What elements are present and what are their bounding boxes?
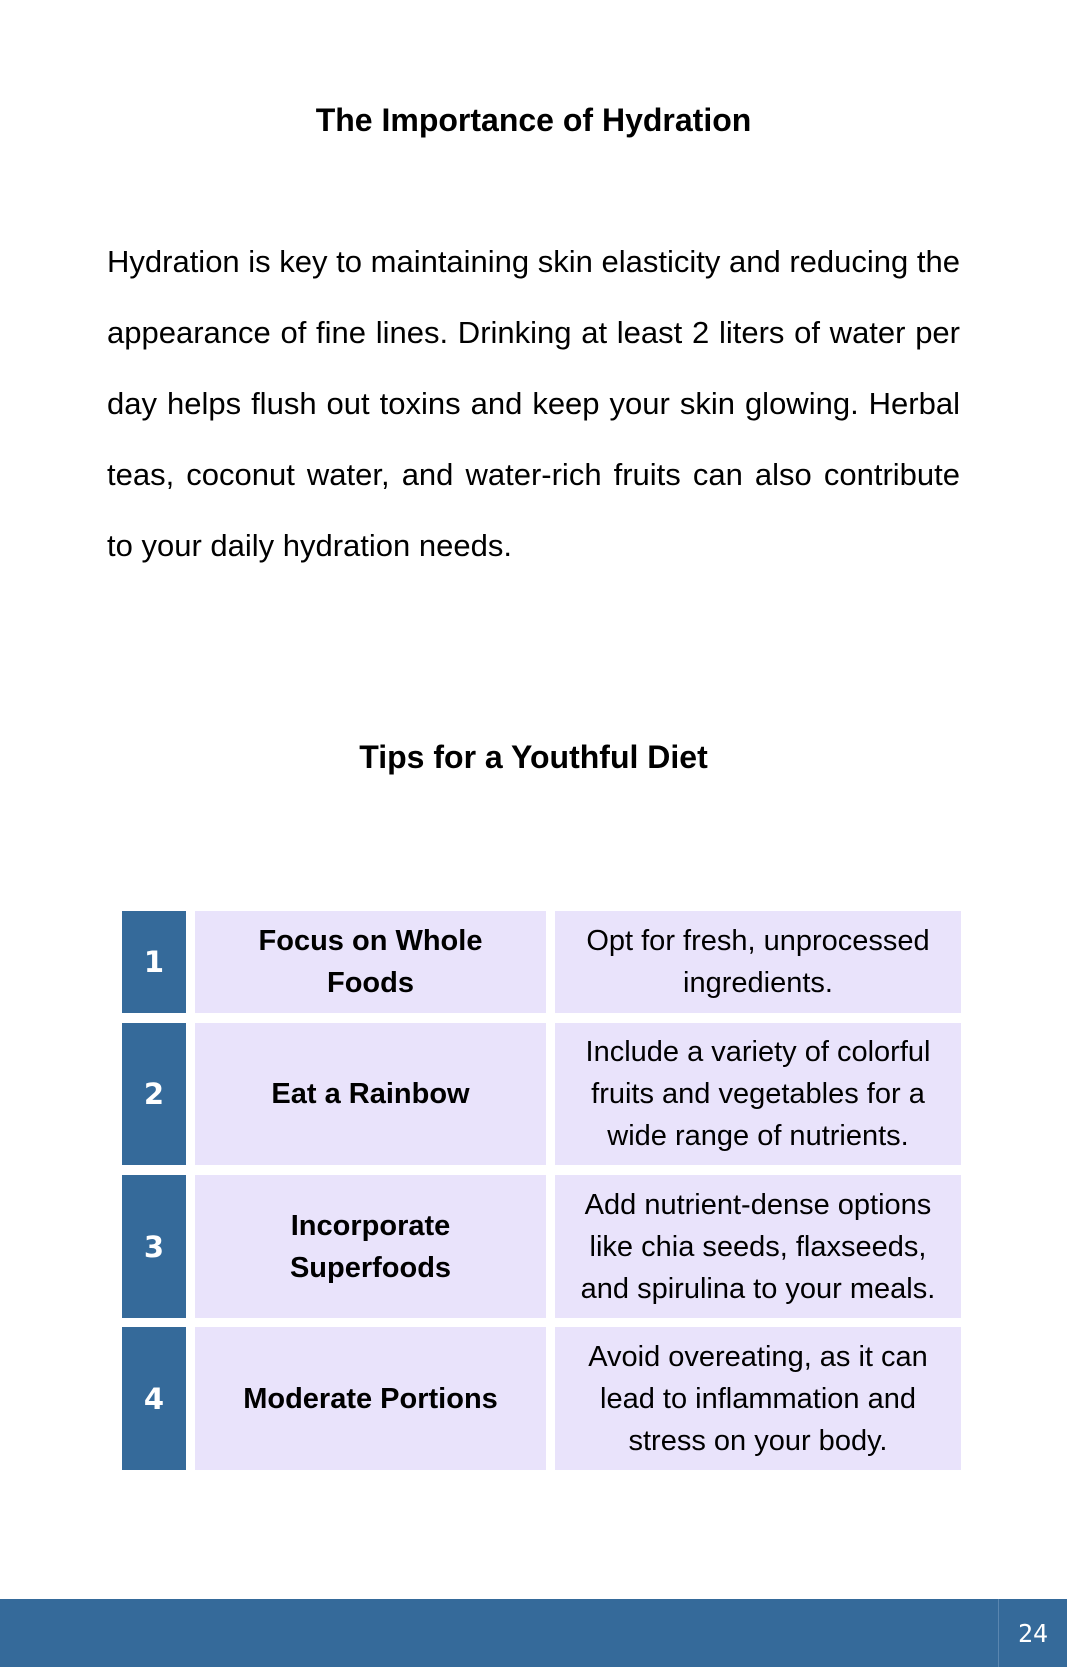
tip-title: Moderate Portions	[195, 1327, 546, 1470]
tip-number: 4	[122, 1327, 186, 1470]
hydration-paragraph: Hydration is key to maintaining skin elasticity and reducing the appearance of fine lines. Drinking at least 2 liters of water per day helps flush out toxins and keep your skin glowing. Herbal teas, coconut water, and water-rich fruits can also contribute to your daily hydration needs.	[107, 244, 960, 563]
hydration-heading: The Importance of Hydration	[315, 102, 752, 138]
tip-title: Focus on Whole Foods	[195, 911, 546, 1013]
tip-title: Incorporate Superfoods	[195, 1175, 546, 1318]
tip-description: Avoid overeating, as it can lead to inflammation and stress on your body.	[555, 1327, 961, 1470]
footer-bar	[0, 1599, 1067, 1667]
diet-tips-heading: Tips for a Youthful Diet	[359, 739, 708, 775]
tip-row	[122, 1023, 961, 1165]
tip-row	[122, 911, 961, 1013]
tip-description: Add nutrient-dense options like chia seeds, flaxseeds, and spirulina to your meals.	[555, 1175, 961, 1318]
tip-row	[122, 1175, 961, 1318]
tip-row	[122, 1327, 961, 1470]
tip-title: Eat a Rainbow	[195, 1023, 546, 1165]
tip-description: Opt for fresh, unprocessed ingredients.	[555, 911, 961, 1013]
tip-number: 2	[122, 1023, 186, 1165]
tip-number: 3	[122, 1175, 186, 1318]
page-number: 24	[1017, 1618, 1049, 1648]
tip-description: Include a variety of colorful fruits and vegetables for a wide range of nutrients.	[555, 1023, 961, 1165]
tip-number: 1	[122, 911, 186, 1013]
